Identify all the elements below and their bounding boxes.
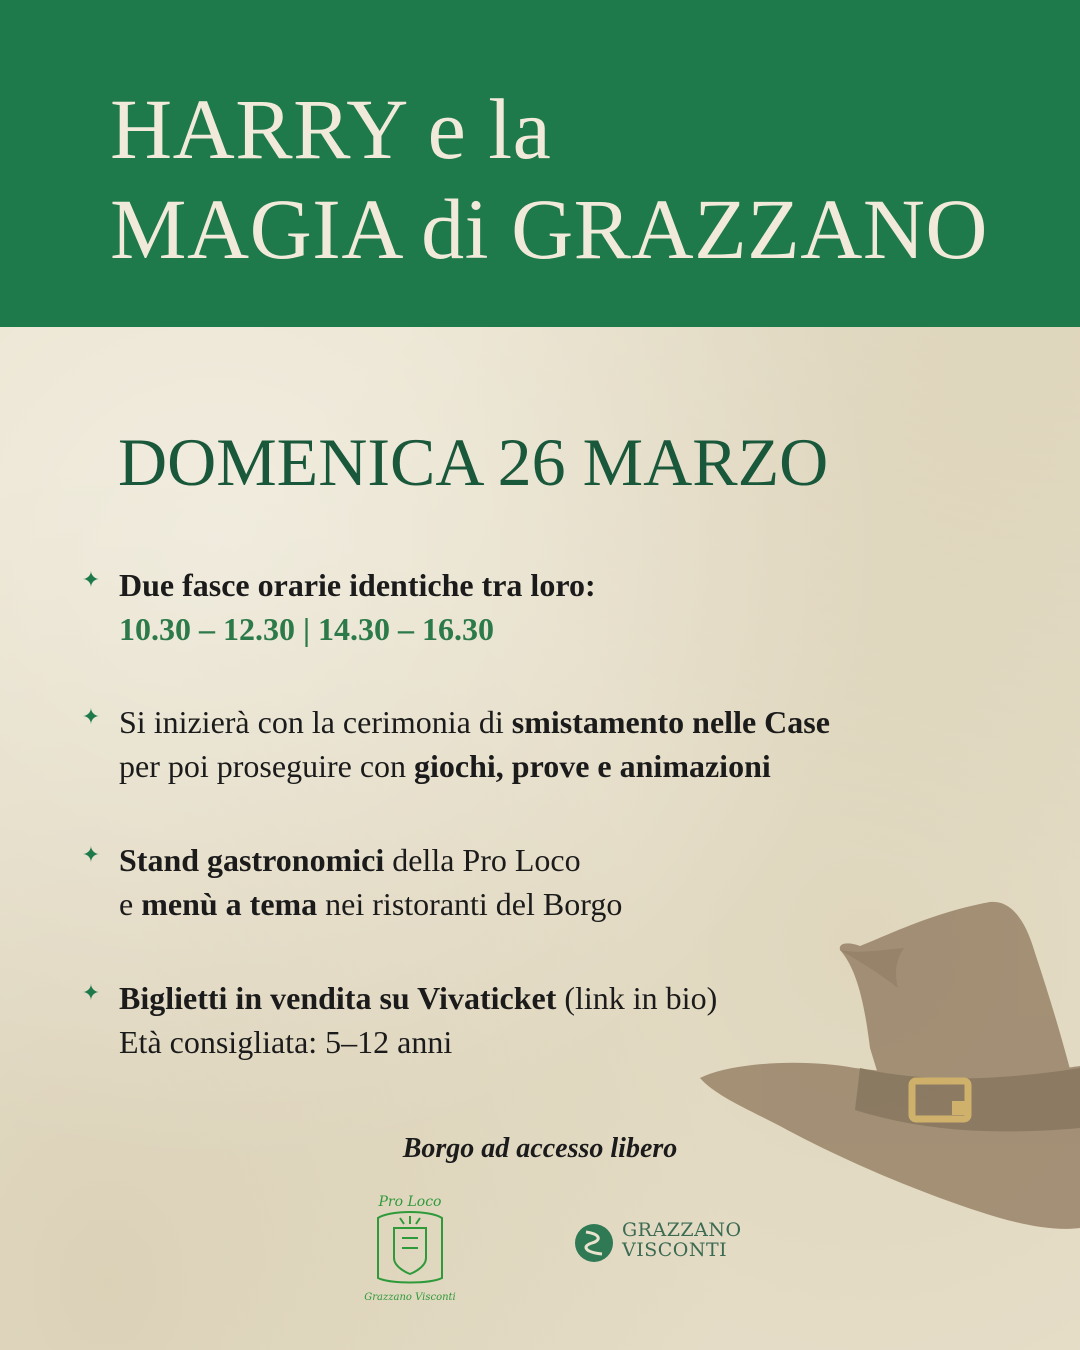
list-item (78, 563, 1018, 651)
list-item (78, 700, 1018, 788)
star-bullet-icon: ✦ (81, 843, 101, 868)
time-slots-label: Due fasce orarie identiche tra loro: (119, 567, 596, 603)
item-line (119, 744, 1018, 788)
title-line-1: HARRY e la (110, 81, 552, 177)
title-line-2: MAGIA di GRAZZANO (110, 181, 989, 277)
wordmark-line-1: GRAZZANO (622, 1219, 742, 1241)
item-line (119, 607, 1018, 651)
event-date: DOMENICA 26 MARZO (118, 424, 829, 500)
item-line (119, 700, 1018, 744)
item-line (119, 882, 1018, 926)
list-item (78, 838, 1018, 926)
text-segment: nei ristoranti del Borgo (317, 886, 623, 922)
text-segment-bold: Biglietti in vendita su Vivaticket (119, 980, 557, 1016)
text-segment-bold: Stand gastronomici (119, 842, 385, 878)
text-segment-bold: menù a tema (141, 886, 318, 922)
text-segment: della Pro Loco (384, 842, 581, 878)
header-banner (0, 0, 1080, 327)
item-line (119, 1020, 1018, 1064)
pro-loco-logo (350, 1188, 470, 1308)
text-segment: Età consigliata: 5–12 anni (119, 1024, 453, 1060)
wordmark-line-2: VISCONTI (622, 1239, 728, 1261)
star-bullet-icon: ✦ (81, 568, 101, 593)
item-line (119, 838, 1018, 882)
star-bullet-icon: ✦ (81, 705, 101, 730)
text-segment: (link in bio) (556, 980, 718, 1016)
time-slots-value: 10.30 – 12.30 | 14.30 – 16.30 (119, 611, 495, 647)
witch-hat-icon (690, 898, 1080, 1238)
text-segment: Si inizierà con la cerimonia di (119, 704, 512, 740)
text-segment-bold: smistamento nelle Case (511, 704, 830, 740)
grazzano-visconti-wordmark (622, 1220, 742, 1260)
item-line (119, 976, 1018, 1020)
item-line (119, 563, 1018, 607)
text-segment: e (119, 886, 142, 922)
free-access-note: Borgo ad accesso libero (402, 1133, 678, 1164)
text-segment: per poi proseguire con (119, 748, 415, 784)
text-segment-bold: giochi, prove e animazioni (414, 748, 771, 784)
pro-loco-town-label: Grazzano Visconti (364, 1292, 456, 1303)
star-bullet-icon: ✦ (81, 981, 101, 1006)
pro-loco-label: Pro Loco (378, 1194, 442, 1210)
list-item (78, 976, 1018, 1064)
